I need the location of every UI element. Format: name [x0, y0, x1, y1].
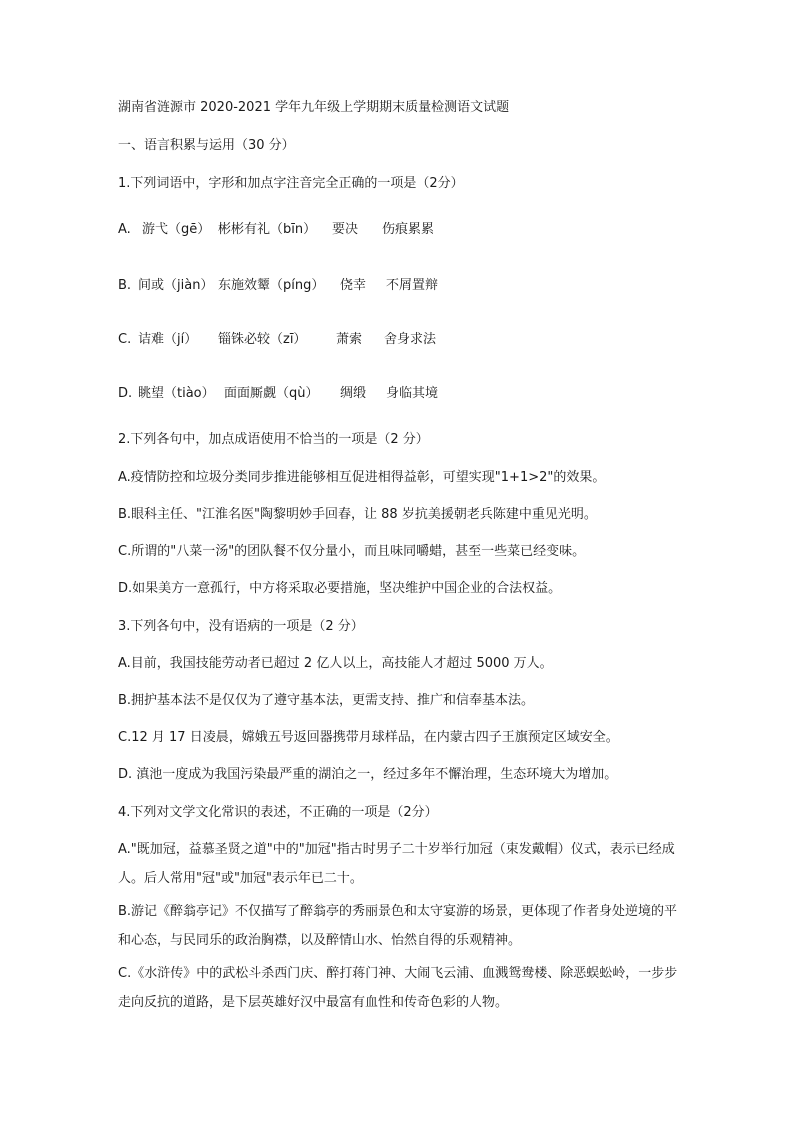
question-3-stem: 3.下列各句中，没有语病的一项是（2 分）: [118, 619, 364, 634]
question-4-stem: 4.下列对文学文化常识的表述，不正确的一项是（2分）: [118, 805, 438, 820]
question-1-stem: 1.下列词语中，字形和加点字注音完全正确的一项是（2分）: [118, 176, 464, 191]
question-2-option-c: C.所谓的"八菜一汤"的团队餐不仅分量小，而且味同嚼蜡，甚至一些菜已经变味。: [118, 544, 586, 559]
question-3-option-c: C.12 月 17 日凌晨，嫦娥五号返回器携带月球样品，在内蒙古四子王旗预定区域安全。: [118, 730, 619, 745]
question-2-option-d: D.如果美方一意孤行，中方将采取必要措施，坚决维护中国企业的合法权益。: [118, 581, 562, 596]
section-heading: 一、语言积累与运用（30 分）: [118, 138, 295, 153]
question-2-option-b: B.眼科主任、"江淮名医"陶黎明妙手回春，让 88 岁抗美援朝老兵陈建中重见光明。: [118, 507, 597, 522]
question-1-option-b: B. 间或（jiàn） 东施效颦（píng） 侥幸 不屑置辩: [118, 278, 439, 293]
question-2-option-a: A.疫情防控和垃圾分类同步推进能够相互促进相得益彰，可望实现"1+1>2"的效果。: [118, 470, 606, 485]
question-3-option-b: B.拥护基本法不是仅仅为了遵守基本法，更需支持、推广和信奉基本法。: [118, 693, 535, 708]
question-1-option-c: C. 诘难（jí） 锱铢必较（zī） 萧索 舍身求法: [118, 332, 437, 347]
question-4-option-b: B.游记《醉翁亭记》不仅描写了醉翁亭的秀丽景色和太守宴游的场景，更体现了作者身处逆境的平和心态，与民同乐的政治胸襟，以及醉情山水、怡然自得的乐观精神。: [118, 904, 678, 948]
question-1-option-a: A. 游弋（gē） 彬彬有礼（bīn） 要决 伤痕累累: [118, 222, 435, 237]
question-1-option-d: D. 眺望（tiào） 面面厮觑（qù） 绸缎 身临其境: [118, 386, 439, 401]
question-2-stem: 2.下列各句中，加点成语使用不恰当的一项是（2 分）: [118, 432, 429, 447]
question-4-option-a: A."既加冠，益慕圣贤之道"中的"加冠"指古时男子二十岁举行加冠（束发戴帽）仪式，表示已经成人。后人常用"冠"或"加冠"表示年已二十。: [118, 842, 675, 886]
page-title: 湖南省涟源市 2020-2021 学年九年级上学期期末质量检测语文试题: [118, 100, 510, 115]
question-4-option-c: C.《水浒传》中的武松斗杀西门庆、醉打蒋门神、大闹飞云浦、血溅鸳鸯楼、除恶蜈蚣岭，一步步走向反抗的道路，是下层英雄好汉中最富有血性和传奇色彩的人物。: [118, 966, 678, 1010]
question-3-option-a: A.目前，我国技能劳动者已超过 2 亿人以上，高技能人才超过 5000 万人。: [118, 656, 553, 671]
question-3-option-d: D. 滇池一度成为我国污染最严重的湖泊之一，经过多年不懈治理，生态环境大为增加。: [118, 767, 618, 782]
